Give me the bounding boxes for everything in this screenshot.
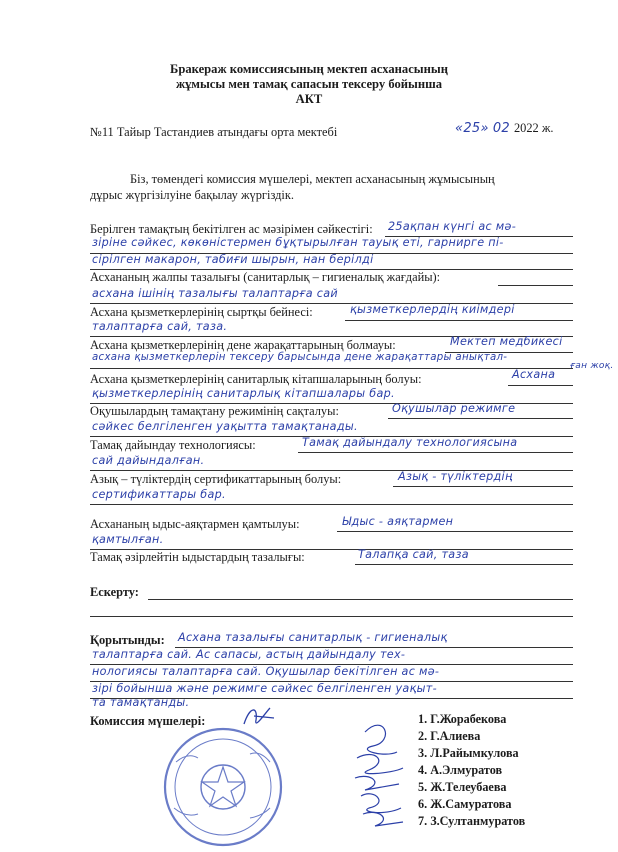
doc-title-act: АКТ [295, 92, 323, 106]
underline [337, 531, 573, 532]
field-health-books-label: Асхана қызметкерлерінің санитарлық кітапшаларының болуы: [90, 372, 422, 386]
member-6: 6. Ж.Самуратова [418, 797, 512, 811]
underline [90, 504, 573, 505]
underline [355, 564, 573, 565]
field-menu-match-value-1: 25ақпан күнгі ас мә- [388, 220, 517, 233]
field-health-books-value-2: қызметкерлерінің санитарлық кітапшалары бар. [92, 387, 395, 400]
field-technology-label: Тамақ дайындау технологиясы: [90, 438, 256, 452]
intro-line1: Біз, төмендегі комиссия мүшелері, мектеп асханасының жұмысының [130, 172, 495, 186]
doc-title-line1: Бракераж комиссиясының мектеп асханасының [170, 62, 448, 76]
member-1: 1. Г.Жорабекова [418, 712, 507, 726]
school-stamp-seal [158, 722, 288, 852]
field-certificates-value-2: сертификаттары бар. [92, 488, 226, 501]
date-year: 2022 ж. [513, 121, 554, 135]
conclusion-line-4: зірі бойынша және режимге сәйкес белгіленген уақыт- [92, 682, 437, 695]
intro-line2: дұрыс жүргізілуіне бақылау жүргіздік. [90, 188, 294, 202]
field-injuries-value-1: Мектеп медбикесі [450, 335, 563, 348]
field-menu-match-label: Берілген тамақтың бекітілген ас мәзірімен сәйкестігі: [90, 222, 373, 236]
field-meal-schedule-label: Оқушылардың тамақтану режимінің сақталуы: [90, 404, 339, 418]
underline [388, 418, 573, 419]
field-dishware-value-1: Ыдыс - аяқтармен [342, 515, 454, 528]
member-5: 5. Ж.Телеубаева [418, 780, 507, 794]
field-meal-schedule-value-1: Оқушылар режимге [392, 402, 516, 415]
field-dishware-value-2: қамтылған. [92, 533, 164, 546]
field-injuries-label: Асхана қызметкерлерінің дене жарақаттарының болмауы: [90, 338, 396, 352]
field-dishware-label: Асхананың ыдыс-аяқтармен қамтылуы: [90, 517, 300, 531]
date-day: 25 [463, 121, 481, 136]
field-menu-match-value-2: зіріне сәйкес, көкөністермен бұқтырылған тауық еті, гарнирге пі- [92, 236, 504, 249]
field-certificates-value-1: Азық - түліктердің [398, 470, 513, 483]
field-injuries-value-2: асхана қызметкерлерін тексеру барысында дене жарақаттары анықтал- [92, 352, 508, 363]
field-appearance-value-1: қызметкерлердің киімдері [350, 303, 515, 316]
field-cleanliness-label: Асхананың жалпы тазалығы (санитарлық – гигиеналық жағдайы): [90, 270, 441, 284]
act-date [455, 119, 554, 137]
conclusion-line-1: Асхана тазалығы санитарлық - гигиеналық [178, 631, 448, 644]
member-2: 2. Г.Алиева [418, 729, 481, 743]
field-certificates-label: Азық – түліктердің сертификаттарының болуы: [90, 472, 342, 486]
underline [148, 599, 573, 600]
member-7: 7. З.Султанмуратов [418, 814, 526, 828]
note-label: Ескерту: [90, 585, 139, 599]
conclusion-line-2: талаптарға сай. Ас сапасы, астың дайындалу тех- [92, 648, 406, 661]
date-month: 02 [492, 121, 510, 136]
underline [508, 385, 573, 386]
conclusion-line-5: та тамақтанды. [92, 696, 190, 709]
field-menu-match-value-3: сірілген макарон, табиғи шырын, нан берілді [92, 253, 374, 266]
doc-title-line2: жұмысы мен тамақ сапасын тексеру бойынша [175, 77, 443, 91]
date-open-quote: « [455, 121, 464, 136]
underline [90, 368, 573, 369]
field-technology-value-1: Тамақ дайындалу технологиясына [302, 436, 518, 449]
date-close-quote: » [480, 121, 489, 136]
underline [498, 285, 573, 286]
commission-label: Комиссия мүшелері: [90, 714, 206, 728]
field-appearance-value-2: талаптарға сай, таза. [92, 320, 228, 333]
underline [90, 616, 573, 617]
underline [393, 486, 573, 487]
underline [345, 320, 573, 321]
field-cleanliness-value: асхана ішінің тазалығы талаптарға сай [92, 287, 338, 300]
field-cookware-label: Тамақ әзірлейтін ыдыстардың тазалығы: [90, 550, 305, 564]
field-technology-value-2: сай дайындалған. [92, 454, 205, 467]
conclusion-label: Қорытынды: [90, 633, 165, 647]
field-meal-schedule-value-2: сәйкес белгіленген уақытта тамақтанады. [92, 420, 358, 433]
field-health-books-value-1: Асхана [512, 368, 556, 381]
member-signatures [345, 712, 415, 832]
underline [298, 452, 573, 453]
field-injuries-value-3: ған жоқ. [570, 361, 614, 371]
field-appearance-label: Асхана қызметкерлерінің сыртқы бейнесі: [90, 305, 313, 319]
school-name: №11 Тайыр Тастандиев атындағы орта мектебі [90, 125, 338, 139]
member-3: 3. Л.Райымкулова [418, 746, 519, 760]
field-cookware-value-1: Талапқа сай, таза [358, 548, 469, 561]
member-4: 4. А.Элмуратов [418, 763, 503, 777]
conclusion-line-3: нологиясы талаптарға сай. Оқушылар бекітілген ас мә- [92, 665, 440, 678]
